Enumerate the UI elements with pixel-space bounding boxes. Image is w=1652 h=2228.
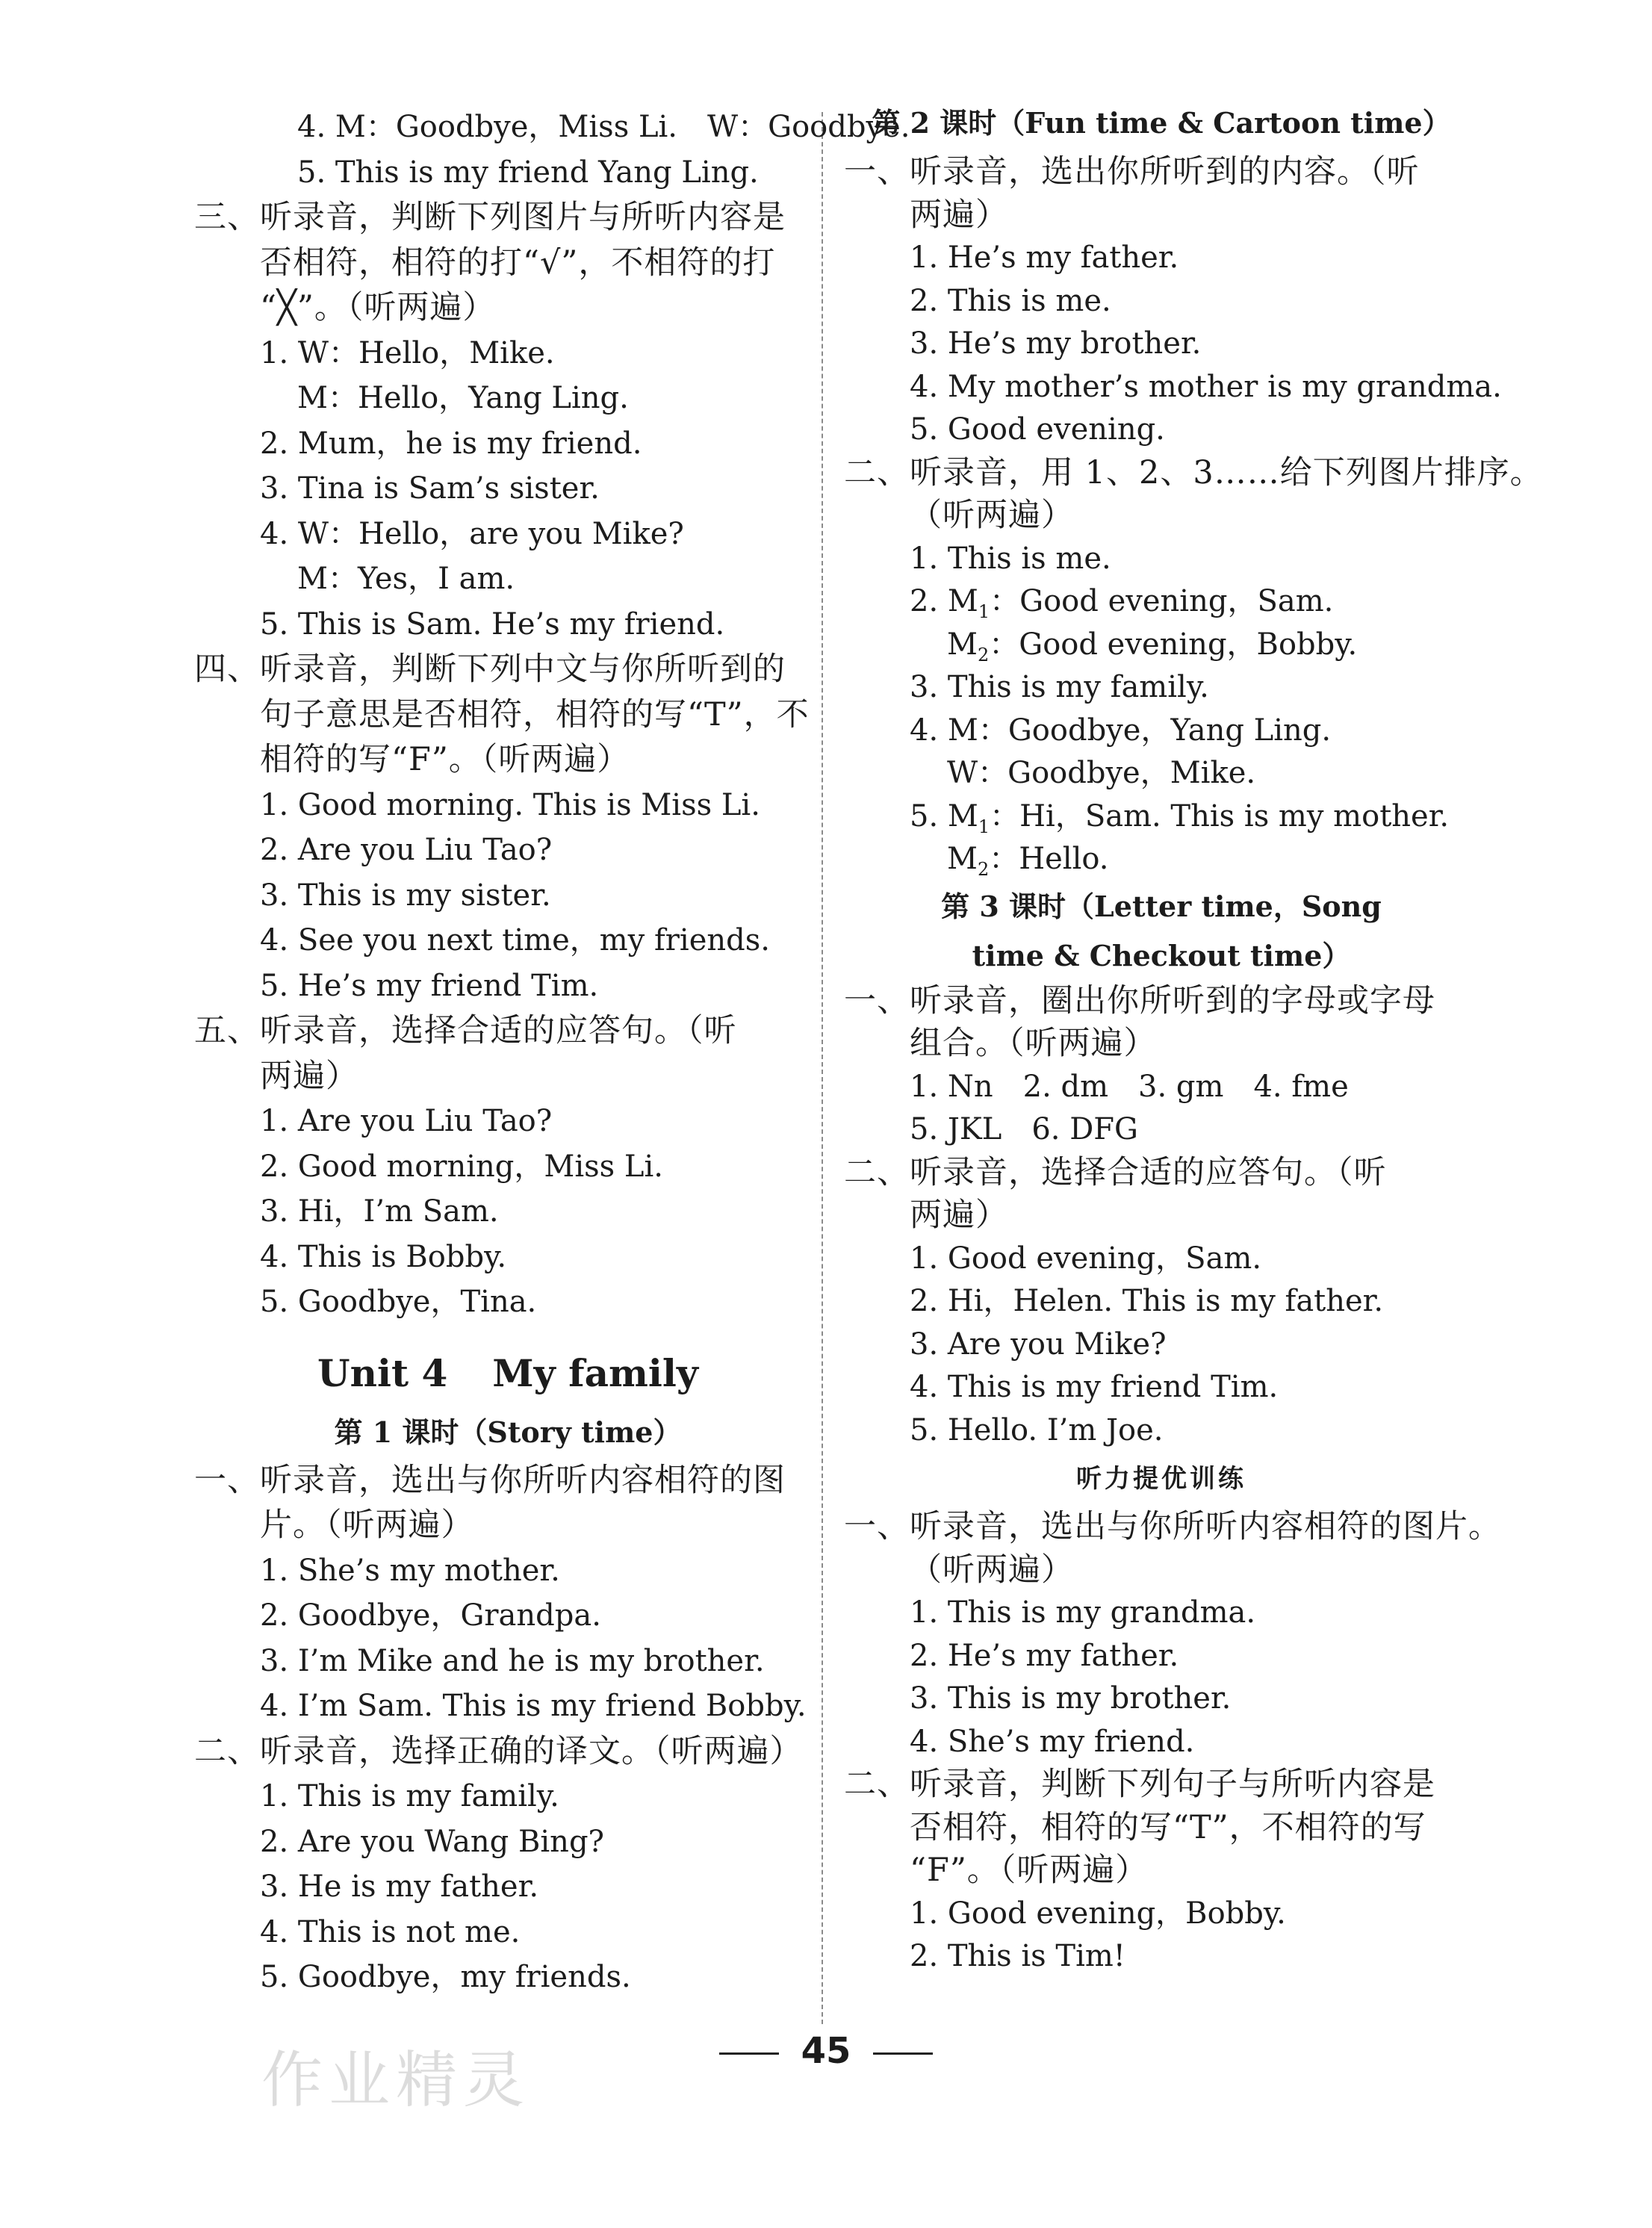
dash-left bbox=[719, 2052, 779, 2055]
lesson2-question-2 bbox=[844, 452, 1543, 881]
answer-line: 5. JKL 6. DFG bbox=[910, 1112, 1139, 1146]
answer-line: 2. Good morning，Miss Li. bbox=[260, 1149, 663, 1184]
question-title: （听两遍） bbox=[910, 1551, 1074, 1589]
answer-line: 4. This is not me. bbox=[260, 1914, 521, 1949]
answer-line: 1. Good evening，Sam. bbox=[910, 1241, 1262, 1276]
answer-line: 2. Goodbye，Grandpa. bbox=[260, 1598, 601, 1633]
lesson-title: time & Checkout time） bbox=[972, 938, 1351, 972]
answer-line: 2. $M_1$：Good evening，Sam. bbox=[910, 584, 1334, 622]
answer-line: 5. $M_1$：Hi，Sam. This is my mother. bbox=[910, 798, 1450, 837]
question-title: 否相符，相符的写“T”，不相符的写 bbox=[910, 1808, 1426, 1846]
question-title: 一、听录音，选出你所听到的内容。（听 bbox=[844, 153, 1420, 190]
left-column bbox=[194, 105, 910, 2000]
unit-number: Unit 4 bbox=[317, 1350, 448, 1395]
answer-line: 4. This is my friend Tim. bbox=[910, 1370, 1279, 1404]
answer-line: 4. My mother’s mother is my grandma. bbox=[910, 369, 1502, 404]
answer-line: 3. Are you Mike? bbox=[910, 1326, 1167, 1362]
lesson1-question-2 bbox=[194, 1729, 822, 2000]
lesson3-question-2 bbox=[844, 1152, 1479, 1453]
answer-line: 2. This is me. bbox=[910, 283, 1111, 318]
answer-line: 1. Are you Liu Tao? bbox=[260, 1104, 553, 1138]
question-title: 两遍） bbox=[910, 196, 1008, 234]
question-title: “╳”。（听两遍） bbox=[260, 289, 496, 326]
answer-line: 5. Good evening. bbox=[910, 412, 1165, 447]
answer-line: W：Goodbye，Mike. bbox=[947, 756, 1256, 790]
answer-line: 3. Tina is Sam’s sister. bbox=[260, 471, 600, 506]
answer-line: 2. He’s my father. bbox=[910, 1638, 1179, 1673]
answer-line: 5. This is my friend Yang Ling. bbox=[297, 155, 759, 190]
question-title: 组合。（听两遍） bbox=[910, 1025, 1157, 1062]
answer-line: 1. Nn 2. dm 3. gm 4. fme bbox=[910, 1069, 1349, 1104]
answer-line: 3. This is my family. bbox=[910, 670, 1209, 704]
question-title: 二、听录音，用 1、2、3……给下列图片排序。 bbox=[844, 453, 1543, 491]
question-title: “F”。（听两遍） bbox=[910, 1852, 1149, 1889]
question-title: 相符的写“F”。（听两遍） bbox=[260, 741, 630, 778]
answer-line: 3. This is my brother. bbox=[910, 1681, 1232, 1716]
answer-line: 2. Are you Liu Tao? bbox=[260, 833, 553, 867]
question-title: 四、听录音，判断下列中文与你所听到的 bbox=[194, 651, 786, 688]
answer-line: 4. M：Goodbye，Yang Ling. bbox=[910, 713, 1332, 748]
answer-line: M：Hello，Yang Ling. bbox=[297, 381, 629, 415]
answer-line: 5. Goodbye，Tina. bbox=[260, 1285, 537, 1319]
watermark: 作业精灵 bbox=[261, 2045, 531, 2116]
question-title: 两遍） bbox=[910, 1197, 1008, 1234]
answer-line: 5. This is Sam. He’s my friend. bbox=[260, 606, 725, 642]
answer-line: 3. He’s my brother. bbox=[910, 326, 1202, 361]
question-5 bbox=[194, 1008, 822, 1325]
question-title: 二、听录音，选择正确的译文。（听两遍） bbox=[194, 1732, 803, 1770]
question-title: 两遍） bbox=[260, 1057, 358, 1095]
answer-line: 4. W：Hello，are you Mike? bbox=[260, 516, 684, 551]
answer-line: M：Yes，I am. bbox=[297, 562, 515, 596]
answer-line: 5. Goodbye，my friends. bbox=[260, 1960, 631, 1994]
answer-line: 2. Hi，Helen. This is my father. bbox=[910, 1284, 1384, 1318]
section-title: 听力提优训练 bbox=[1076, 1464, 1246, 1494]
answer-line: 1. This is my grandma. bbox=[910, 1595, 1256, 1630]
unit-title bbox=[194, 1325, 822, 1407]
answer-line: 1. This is me. bbox=[910, 541, 1111, 576]
answer-line: 4. She’s my friend. bbox=[910, 1724, 1195, 1759]
question-title: 一、听录音，选出与你所听内容相符的图片。 bbox=[844, 1508, 1501, 1545]
question-title: 五、听录音，选择合适的应答句。（听 bbox=[194, 1012, 737, 1049]
answer-line: 4. See you next time，my friends. bbox=[260, 923, 770, 958]
lesson-title: 第 2 课时（Fun time & Cartoon time） bbox=[872, 106, 1451, 140]
answer-line: 2. Mum，he is my friend. bbox=[260, 426, 642, 461]
answer-line: 2. Are you Wang Bing? bbox=[260, 1824, 604, 1859]
answer-line: 1. Good evening，Bobby. bbox=[910, 1896, 1286, 1931]
answer-line: 1. He’s my father. bbox=[910, 241, 1179, 275]
page-number-text: 45 bbox=[801, 2030, 851, 2072]
answer-line: 5. He’s my friend Tim. bbox=[260, 968, 599, 1003]
unit-name: My family bbox=[492, 1350, 698, 1395]
answer-line: 3. He is my father. bbox=[260, 1869, 539, 1904]
answer-line: 1. This is my family. bbox=[260, 1779, 559, 1813]
answer-line: 3. Hi，I’m Sam. bbox=[260, 1194, 499, 1229]
page-number bbox=[0, 2030, 1652, 2072]
question-title: 二、听录音，判断下列句子与所听内容是 bbox=[844, 1766, 1435, 1803]
question-4 bbox=[194, 647, 822, 1008]
answer-line: 1. Good morning. This is Miss Li. bbox=[260, 787, 760, 822]
lesson3-question-1 bbox=[844, 980, 1479, 1152]
question-3 bbox=[194, 195, 822, 647]
question-title: 否相符，相符的打“√”，不相符的打 bbox=[260, 243, 776, 282]
listening-question-1 bbox=[844, 1506, 1501, 1763]
dash-right bbox=[873, 2052, 933, 2055]
answer-line: 5. Hello. I’m Joe. bbox=[910, 1412, 1164, 1447]
listening-question-2 bbox=[844, 1763, 1479, 1979]
question-title: 片。（听两遍） bbox=[260, 1506, 474, 1544]
answer-line: $M_2$：Hello. bbox=[947, 842, 1109, 880]
lesson2-question-1 bbox=[844, 151, 1502, 452]
answer-line: 4. M：Goodbye，Miss Li. W：Goodbye. bbox=[297, 110, 910, 144]
answer-line: 4. I’m Sam. This is my friend Bobby. bbox=[260, 1689, 807, 1723]
lesson1-question-1 bbox=[194, 1458, 822, 1729]
question-title: （听两遍） bbox=[910, 497, 1074, 534]
lesson-title: 第 1 课时（Story time） bbox=[334, 1415, 682, 1449]
answer-line: 4. This is Bobby. bbox=[260, 1239, 507, 1274]
lesson-title: 第 3 课时（Letter time，Song bbox=[941, 889, 1382, 923]
question-title: 一、听录音，圈出你所听到的字母或字母 bbox=[844, 981, 1435, 1020]
answer-line: 2. This is Tim! bbox=[910, 1939, 1125, 1973]
answer-line: $M_2$：Good evening，Bobby. bbox=[947, 627, 1358, 665]
question-title: 一、听录音，选出与你所听内容相符的图 bbox=[194, 1461, 786, 1499]
right-column bbox=[844, 105, 1543, 1979]
answer-line: 1. W：Hello，Mike. bbox=[260, 335, 555, 370]
answer-line: 3. I’m Mike and he is my brother. bbox=[260, 1643, 765, 1678]
answer-line: 3. This is my sister. bbox=[260, 878, 551, 913]
answer-line: 1. She’s my mother. bbox=[260, 1553, 560, 1588]
question-title: 二、听录音，选择合适的应答句。（听 bbox=[844, 1153, 1387, 1191]
question-title: 三、听录音，判断下列图片与所听内容是 bbox=[194, 199, 786, 236]
column-divider bbox=[822, 112, 823, 2024]
question-title: 句子意思是否相符，相符的写“T”，不 bbox=[260, 695, 810, 733]
